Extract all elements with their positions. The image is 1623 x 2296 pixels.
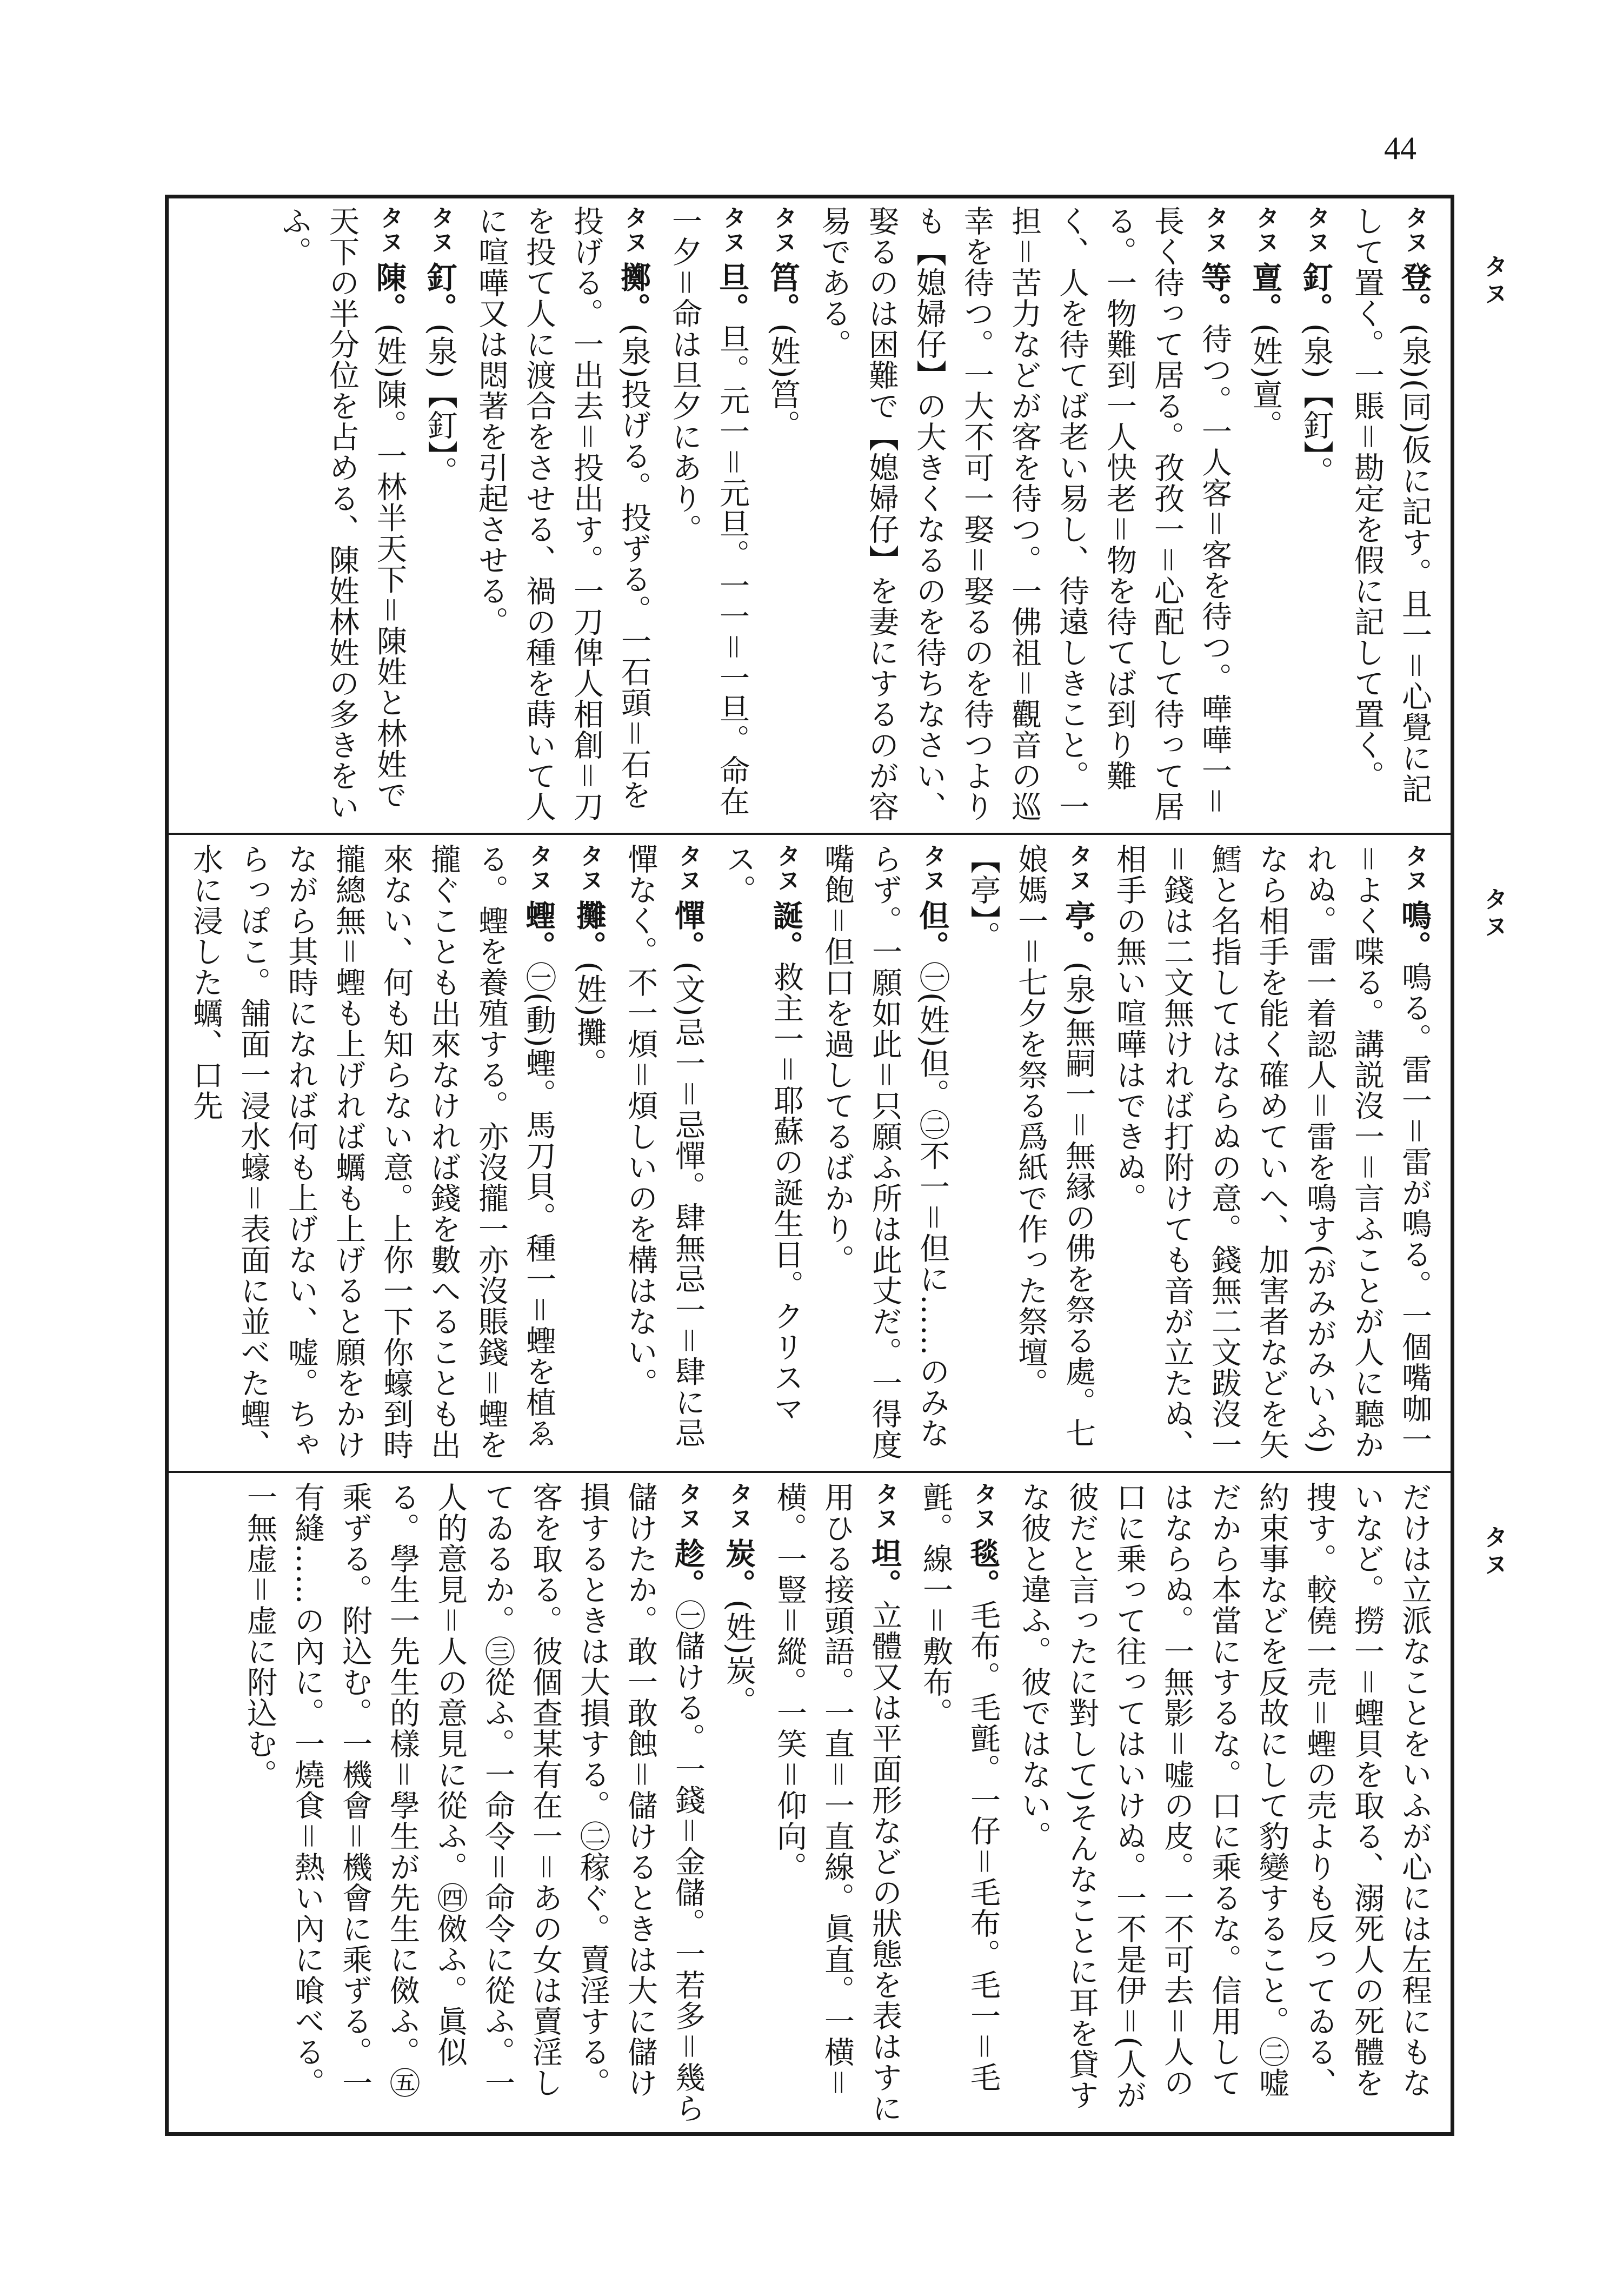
entry-kana: タヌ [871, 1482, 899, 1530]
entry-headword: 毯。 [965, 1538, 1001, 1600]
entry-kana: タヌ [674, 1482, 702, 1530]
dictionary-entry [1010, 1482, 1438, 2125]
entry-gloss: 立體又は平面形などの狀態を表はすに用ひる接頭語。一直＝一直線。眞直。一横＝横。一豎＝縱。一笑＝仰向。 [772, 1482, 902, 2124]
entry-kana: タヌ [1401, 205, 1428, 254]
entry-gloss: だけは立派なことをいふが心には左程にもないなど。撈一＝蟶貝を取る、溺死人の死體を捜す。較僥一売＝蟶の売よりも反ってゐる、約束事などを反故にして豹變すること。㊁嘘だから本當にするな。口に乘るな。信用してはならぬ。一無影＝嘘の皮。一不可去＝人の口に乗って往ってはいけぬ。一不是伊＝(人が彼だと言ったに對して)そんなことに耳を貸すな彼と違ふ。彼ではない。 [1016, 1482, 1432, 2111]
entry-gloss: (泉)無嗣一＝無縁の佛を祭る處。七娘媽一＝七夕を祭る爲紙で作った祭壇。【亭】。 [966, 844, 1096, 1449]
dictionary-entry [616, 844, 711, 1463]
entry-kana: タヌ [376, 205, 403, 254]
entry-kana: タヌ [969, 1482, 997, 1530]
entry-gloss: (姓)陳。一林半天下＝陳姓と林姓で天下の半分位を占める、陳姓林姓の多きをいふ。 [277, 205, 407, 822]
entry-headword: 誕。 [768, 900, 804, 961]
page-number: 44 [1384, 130, 1416, 166]
dictionary-entry [1241, 205, 1289, 825]
entry-headword: 坦。 [867, 1538, 902, 1600]
entry-headword: 登。 [1396, 262, 1432, 323]
entry-gloss: (姓)攤。 [572, 961, 607, 1079]
dictionary-entry [467, 205, 657, 825]
band-divider-2 [165, 1471, 1454, 1473]
section-tab-middle: タヌ [1480, 887, 1507, 941]
entry-headword: 攤。 [571, 900, 607, 961]
dictionary-entry [766, 1482, 908, 2125]
entry-gloss: ㊀(姓)但。㊁不一＝但に……のみならず。一願如此＝只願ふ所は此丈だ。一得度嘴飽＝但口を過してるばかり。 [820, 844, 950, 1460]
entry-gloss: (泉)投げる。投ずる。一石頭＝石を投げる。一出去＝投出す。一刀俾人相創＝刀を投て人に渡合をさせる、禍の種を蒔いて人に喧嘩又は悶著を引起させる。 [474, 205, 651, 822]
entry-kana: タヌ [1302, 205, 1330, 254]
entry-kana: タヌ [427, 205, 454, 254]
entry-gloss: 毛布。毛氈。一仔＝毛布。毛一＝毛氈。線一＝敷布。 [918, 1482, 1001, 2093]
entry-gloss: (文)忌一＝忌憚。肆無忌一＝肆に忌憚なく。不一煩＝煩しいのを構はない。 [623, 844, 706, 1449]
entry-gloss: ㊀(動)蟶。馬刀貝。種一＝蟶を植ゑる。蟶を養殖する。亦沒攏一亦沒賬錢＝蟶を攏ぐことも出來なければ錢を數へることも出來ない、何も知らない意。上你一下你蠔到時攏總無＝蟶も上げれば蠣も上げると願をかけながら其時になれば何も上げない、嘘。ちゃらっぽこ。舗面一浸水蠔＝表面に並べた蟶、水に浸した蠣、口先 [188, 844, 556, 1460]
dictionary-entry [182, 844, 562, 1463]
entry-kana: タヌ [525, 844, 553, 892]
dictionary-entry [912, 1482, 1007, 2125]
entry-headword: 旦。 [714, 262, 750, 323]
entry-kana: タヌ [1252, 205, 1279, 254]
entry-headword: 亶。 [1247, 262, 1283, 323]
dictionary-entry [1105, 844, 1438, 1463]
entry-kana: タヌ [620, 205, 648, 254]
entry-headword: 鳴。 [1396, 900, 1432, 961]
entry-kana: タヌ [1065, 844, 1092, 892]
dictionary-entry [715, 1482, 762, 2125]
entry-gloss: 鳴る。雷一＝雷が鳴る。一個嘴咖一＝よく喋る。講説沒一＝言ふことが人に聽かれぬ。雷一着認人＝雷を鳴す(がみがみいふ)なら相手を能く確めていへ、加害者などを矢鱈と名指してはならぬの意。錢無二文跋沒一＝錢は二文無ければ打附けても音が立たぬ、相手の無い喧嘩はできぬ。 [1112, 844, 1432, 1460]
entry-gloss: (姓)筥。 [766, 323, 801, 441]
entry-gloss: (泉)【釘】。 [423, 323, 458, 487]
entry-gloss: ㊀儲ける。一錢＝金儲。一若多＝幾ら儲けたか。敢一敢蝕＝儲けるときは大に儲け損するときは大損する。㊁稼ぐ。賣淫する。客を取る。彼個查某有在一＝あの女は賣淫してゐるか。㊂從ふ。一命令＝命令に從ふ。一人的意見＝人の意見に從ふ。㊃傚ふ。眞似る。學生一先生的樣＝學生が先生に傚ふ。㊄乘ずる。附込む。一機會＝機會に乘ずる。一有縫……の內に。一燒食＝熱い內に喰べる。一無虚＝虚に附込む。 [242, 1482, 706, 2124]
dictionary-entry [416, 205, 464, 825]
entry-headword: 筥。 [765, 262, 801, 323]
dictionary-entry [236, 1482, 711, 2125]
dictionary-entry [759, 205, 807, 825]
entry-gloss: (泉)【釘】。 [1299, 323, 1334, 487]
dictionary-entry [566, 844, 613, 1463]
dictionary-entry [813, 844, 956, 1463]
entry-kana: タヌ [773, 844, 800, 892]
band-middle [178, 844, 1438, 1463]
dictionary-entry [661, 205, 756, 825]
entry-headword: 蟶。 [521, 900, 556, 961]
entry-headword: 釘。 [1298, 262, 1334, 323]
entry-kana: タヌ [1201, 205, 1228, 254]
entry-kana: タヌ [576, 844, 603, 892]
entry-gloss: 旦。元一＝元旦。一一＝一旦。命在一夕＝命は旦夕にあり。 [667, 205, 750, 817]
entry-headword: 擲。 [616, 262, 651, 323]
dictionary-entry [1292, 205, 1340, 825]
band-bottom [178, 1482, 1438, 2125]
dictionary-entry [810, 205, 1238, 825]
entry-headword: 陳。 [371, 262, 407, 323]
dictionary-entry [1343, 205, 1438, 825]
entry-headword: 憚。 [670, 900, 706, 961]
entry-gloss: 待つ。一人客＝客を待つ。嘩嘩一＝長く待って居る。孜孜一＝心配して待って居る。一物難到一人快老＝物を待てば到り難く、人を待てば老い易し、待遠しきこと。一担＝苦力などが客を待つ。一佛祖＝觀音の巡幸を待つ。一大不可一娶＝娶るのを待つよりも【媳婦仔】の大きくなるのを待ちなさい、娶るのは困難で【媳婦仔】を妻にするのが容易である。 [816, 205, 1232, 822]
entry-gloss: 救主一＝耶蘇の誕生日。クリスマス。 [721, 844, 804, 1424]
entry-headword: 但。 [914, 900, 950, 961]
dictionary-entry [270, 205, 413, 825]
entry-kana: タヌ [674, 844, 702, 892]
section-tab-top: タヌ [1480, 254, 1507, 308]
entry-kana: タヌ [1401, 844, 1428, 892]
section-tab-bottom: タヌ [1480, 1525, 1507, 1579]
entry-headword: 釘。 [422, 262, 458, 323]
entry-headword: 亭。 [1060, 900, 1096, 961]
band-top [178, 205, 1438, 825]
entry-kana: タヌ [769, 205, 797, 254]
dictionary-entry [959, 844, 1102, 1463]
entry-gloss: (姓)亶。 [1248, 323, 1283, 441]
entry-kana: タヌ [719, 205, 746, 254]
dictionary-entry [715, 844, 810, 1463]
entry-headword: 等。 [1196, 262, 1232, 323]
entry-gloss: (泉)(同)仮に記す。且一＝心覺に記して置く。一賬＝勘定を假に記して置く。 [1349, 205, 1432, 805]
entry-gloss: (姓)炭。 [721, 1600, 756, 1717]
band-divider-1 [165, 833, 1454, 835]
entry-headword: 趁。 [670, 1538, 706, 1600]
entry-kana: タヌ [919, 844, 946, 892]
entry-kana: タヌ [725, 1482, 753, 1530]
entry-headword: 炭。 [721, 1538, 756, 1600]
